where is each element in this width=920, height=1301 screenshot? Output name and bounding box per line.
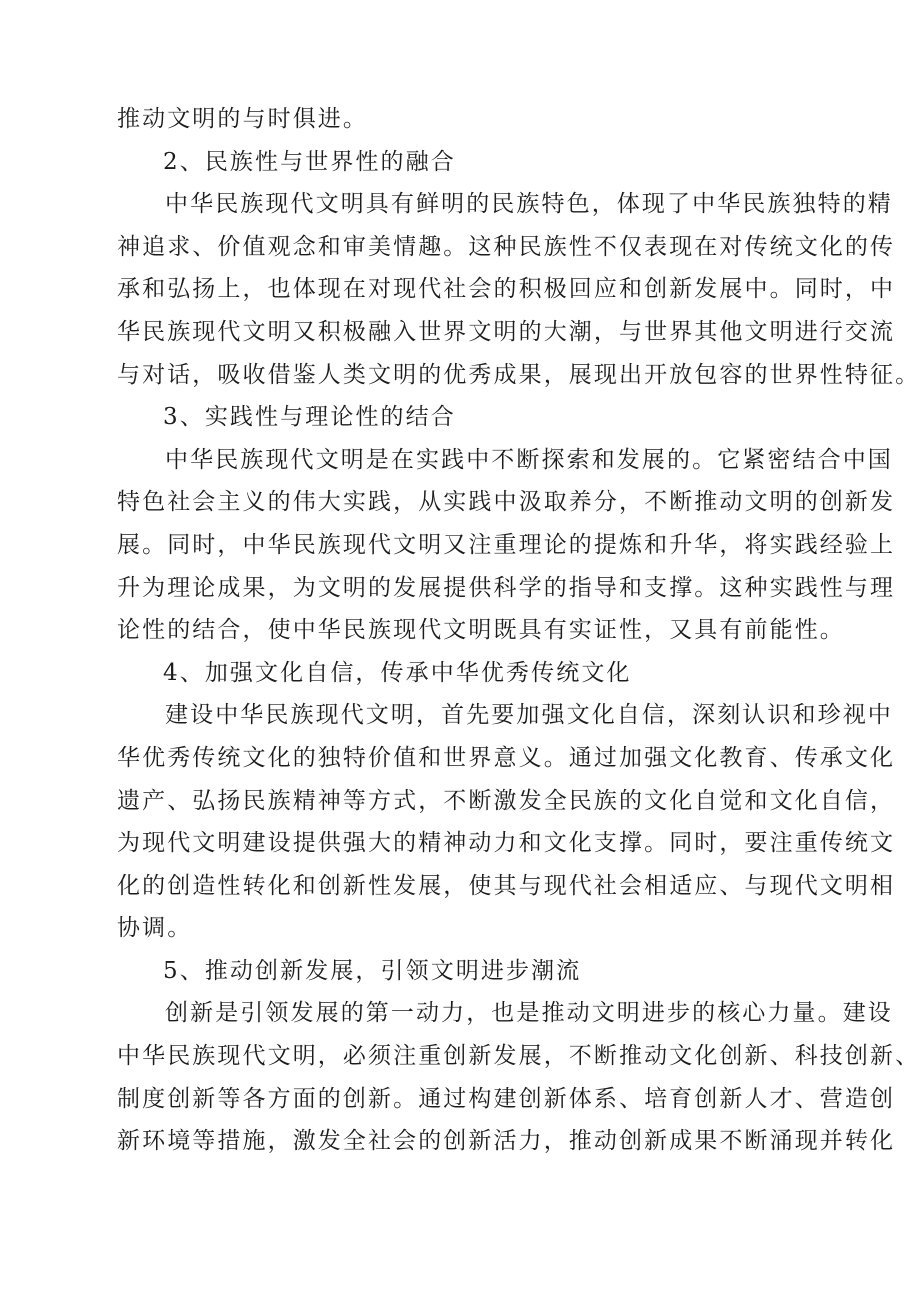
paragraph-line: 创新是引领发展的第一动力，也是推动文明进步的核心力量。建设 xyxy=(165,1000,893,1027)
paragraph-line: 推动文明的与时俱进。 xyxy=(117,106,368,132)
paragraph-line: 中华民族现代文明具有鲜明的民族特色，体现了中华民族独特的精 xyxy=(165,191,893,218)
paragraph-line: 展。同时，中华民族现代文明又注重理论的提炼和升华，将实践经验上 xyxy=(117,531,896,558)
section-heading: 5、推动创新发展，引领文明进步潮流 xyxy=(163,957,582,984)
paragraph-line: 建设中华民族现代文明，首先要加强文化自信，深刻认识和珍视中 xyxy=(165,702,893,729)
paragraph-line: 中华民族现代文明，必须注重创新发展，不断推动文化创新、科技创新、 xyxy=(117,1043,920,1070)
paragraph-line: 协调。 xyxy=(117,915,193,942)
paragraph-line: 华优秀传统文化的独特价值和世界意义。通过加强文化教育、传承文化 xyxy=(117,744,896,771)
paragraph-line: 新环境等措施，激发全社会的创新活力，推动创新成果不断涌现并转化 xyxy=(117,1128,896,1155)
section-heading: 4、加强文化自信，传承中华优秀传统文化 xyxy=(163,659,632,686)
paragraph-line: 中华民族现代文明是在实践中不断探索和发展的。它紧密结合中国 xyxy=(165,446,893,473)
paragraph-line: 与对话，吸收借鉴人类文明的优秀成果，展现出开放包容的世界性特征。 xyxy=(117,361,920,388)
paragraph-line: 制度创新等各方面的创新。通过构建创新体系、培育创新人才、营造创 xyxy=(117,1085,896,1112)
paragraph-line: 升为理论成果，为文明的发展提供科学的指导和支撑。这种实践性与理 xyxy=(117,574,896,601)
paragraph-line: 化的创造性转化和创新性发展，使其与现代社会相适应、与现代文明相 xyxy=(117,872,896,899)
paragraph-line: 遗产、弘扬民族精神等方式，不断激发全民族的文化自觉和文化自信， xyxy=(117,787,896,814)
paragraph-line: 论性的结合，使中华民族现代文明既具有实证性，又具有前能性。 xyxy=(117,617,845,644)
paragraph-line: 华民族现代文明又积极融入世界文明的大潮，与世界其他文明进行交流 xyxy=(117,318,896,345)
paragraph-line: 特色社会主义的伟大实践，从实践中汲取养分，不断推动文明的创新发 xyxy=(117,489,896,516)
section-heading: 2、民族性与世界性的融合 xyxy=(163,148,456,175)
document-body xyxy=(117,98,920,1163)
section-heading: 3、实践性与理论性的结合 xyxy=(163,404,456,431)
paragraph-line: 为现代文明建设提供强大的精神动力和文化支撑。同时，要注重传统文 xyxy=(117,830,896,857)
paragraph-line: 神追求、价值观念和审美情趣。这种民族性不仅表现在对传统文化的传 xyxy=(117,233,896,260)
paragraph-line: 承和弘扬上，也体现在对现代社会的积极回应和创新发展中。同时，中 xyxy=(117,276,896,303)
